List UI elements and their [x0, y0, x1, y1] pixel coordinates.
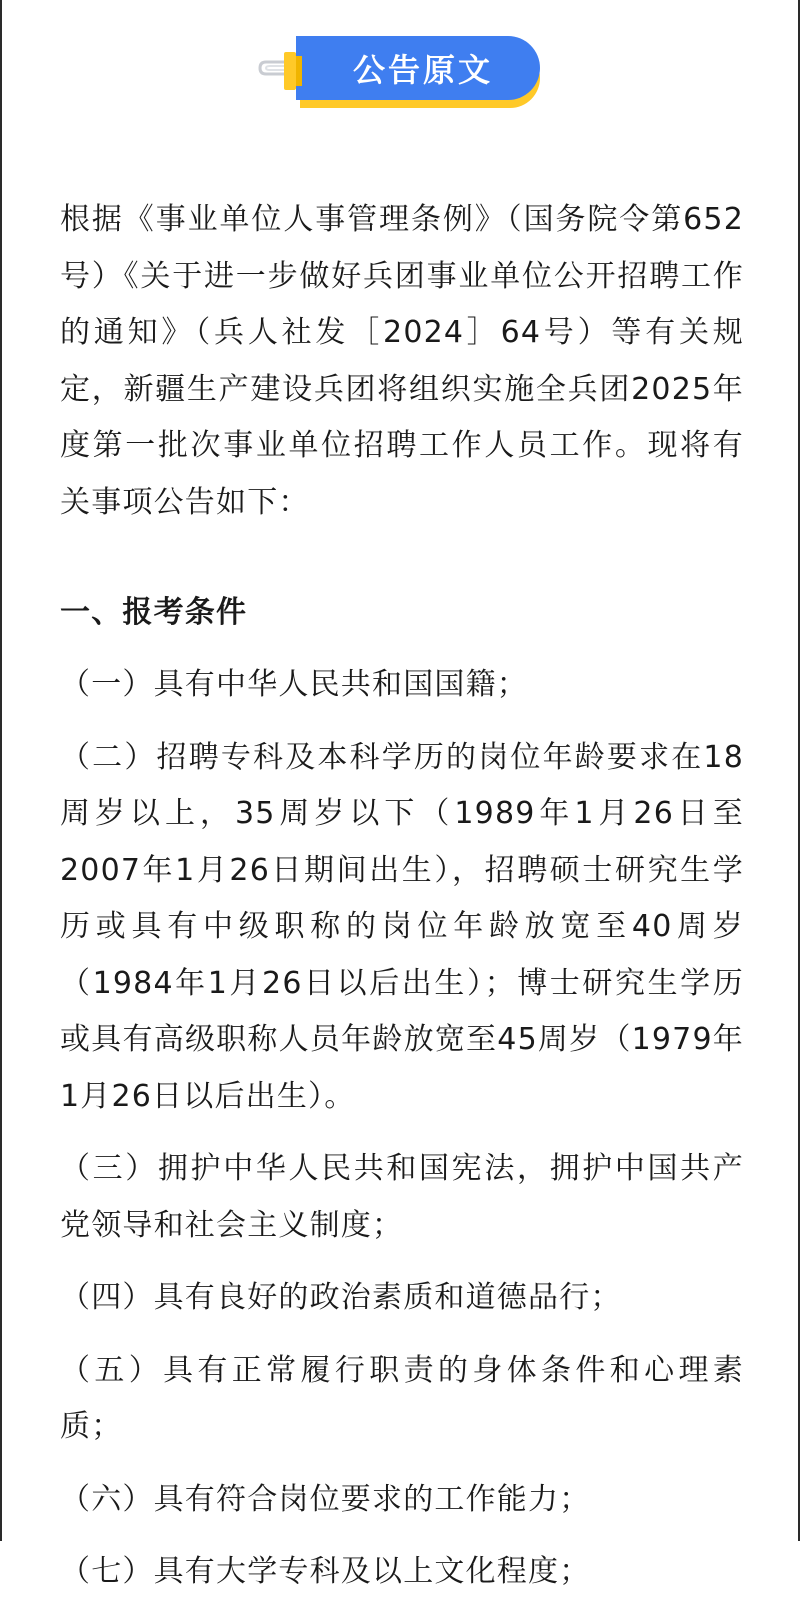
badge-blue-label	[296, 36, 540, 100]
list-item: （二）招聘专科及本科学历的岗位年龄要求在18周岁以上，35周岁以下（1989年1月26日至2007年1月26日期间出生），招聘硕士研究生学历或具有中级职称的岗位年龄放宽至40周岁（1984年1月26日以后出生）；博士研究生学历或具有高级职称人员年龄放宽至45周岁（1979年1月26日以后出生）。	[60, 739, 744, 1114]
list-item: （三）拥护中华人民共和国宪法，拥护中国共产党领导和社会主义制度；	[60, 1151, 744, 1243]
badge-title: 公告原文	[352, 51, 493, 89]
list-item: （一）具有中华人民共和国国籍；	[60, 667, 528, 702]
intro-paragraph: 根据《事业单位人事管理条例》（国务院令第652号）《关于进一步做好兵团事业单位公开招聘工作的通知》（兵人社发［2024］64号）等有关规定，新疆生产建设兵团将组织实施全兵团2025年度第一批次事业单位招聘工作人员工作。现将有关事项公告如下：	[60, 202, 744, 520]
list-item: （五）具有正常履行职责的身体条件和心理素质；	[60, 1352, 744, 1444]
binder-clip-icon	[258, 48, 318, 94]
list-item: （七）具有大学专科及以上文化程度；	[60, 1554, 591, 1589]
left-frame-border	[0, 0, 2, 1541]
list-item: （六）具有符合岗位要求的工作能力；	[60, 1481, 591, 1517]
announcement-body	[60, 192, 744, 1617]
list-item: （四）具有良好的政治素质和道德品行；	[60, 1280, 622, 1315]
announcement-badge	[258, 28, 548, 120]
section-heading-eligibility: 一、报考条件	[60, 595, 248, 630]
